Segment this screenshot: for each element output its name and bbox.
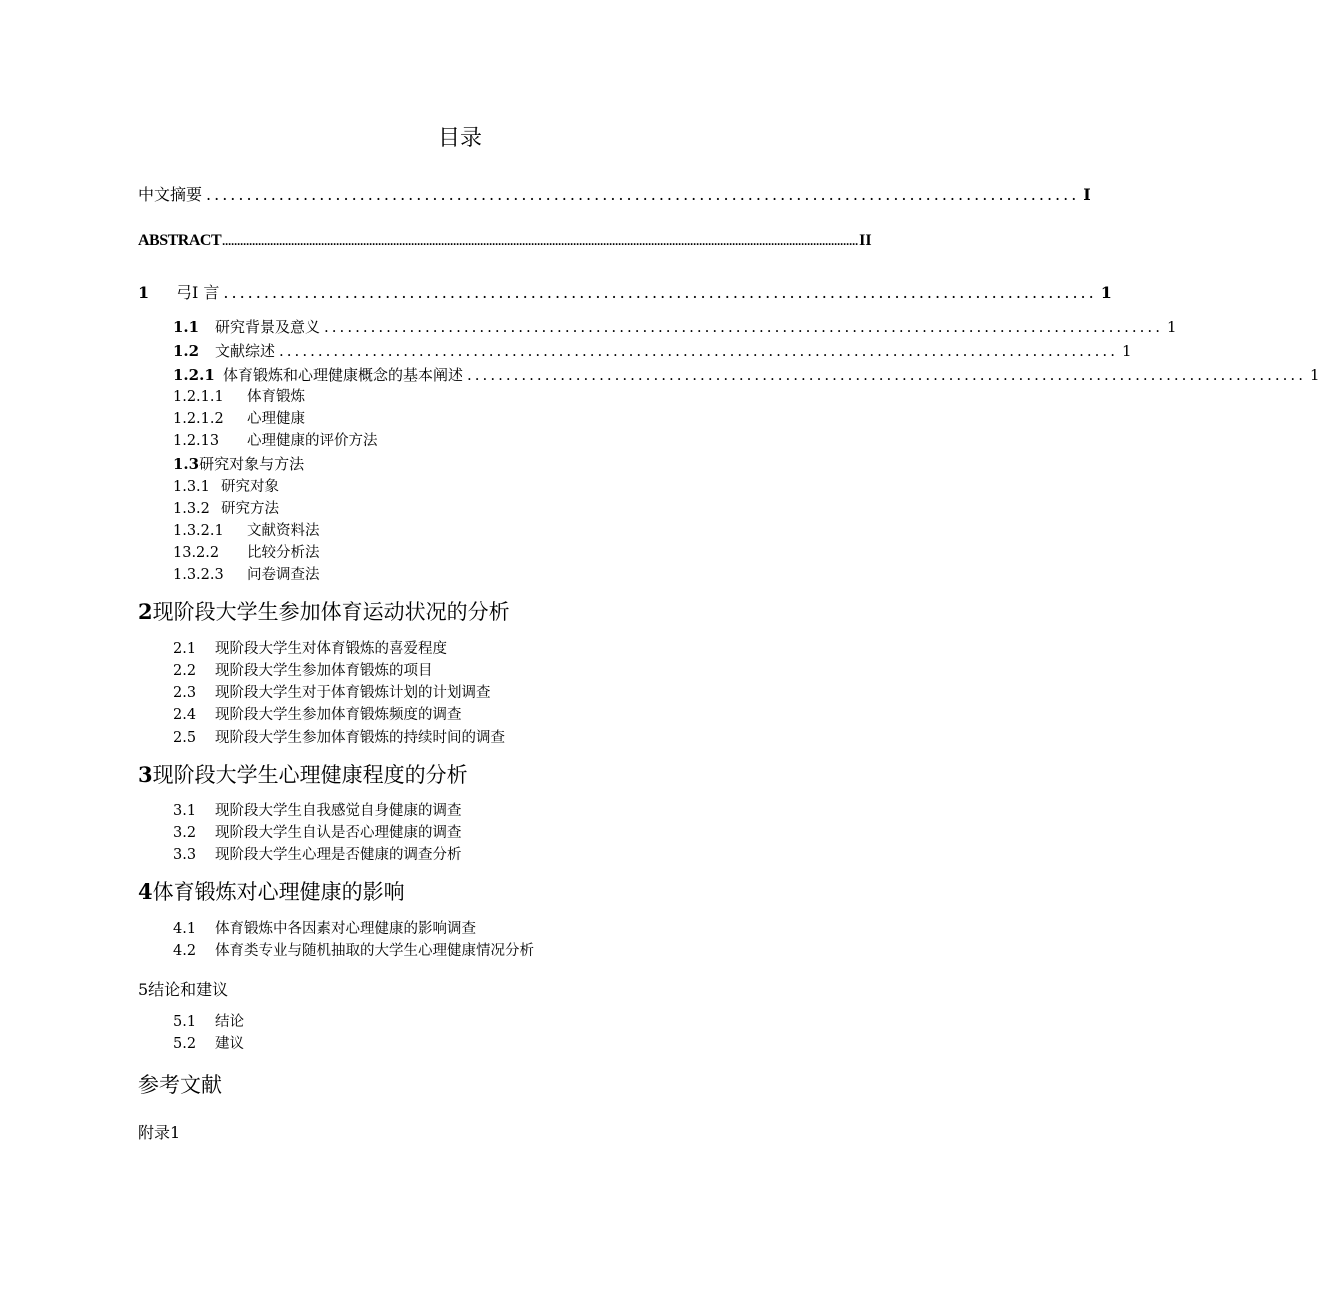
toc-section-2-5[interactable] xyxy=(173,727,505,749)
toc-entry-abstract[interactable] xyxy=(138,229,872,253)
toc-appendix-label: 附录1 xyxy=(138,1123,181,1142)
dot-leader: ............................................................................................................ xyxy=(467,366,1306,384)
toc-subsection-1-3-2[interactable] xyxy=(173,498,279,520)
toc-subsection-label: 体育锻炼 xyxy=(247,389,305,405)
toc-entry-label: ABSTRACT xyxy=(138,232,222,249)
toc-subsection-label: 心理健康 xyxy=(247,411,305,427)
toc-section-label: 研究背景及意义 xyxy=(215,318,321,336)
toc-section-label: 现阶段大学生对体育锻炼的喜爱程度 xyxy=(215,641,447,657)
toc-references-label: 参考文献 xyxy=(138,1073,222,1097)
toc-section-number: 3.1 xyxy=(173,803,197,819)
toc-chapter-label: 现阶段大学生参加体育运动状况的分析 xyxy=(152,600,510,624)
toc-title: 目录 xyxy=(437,126,482,151)
toc-section-number: 4.2 xyxy=(173,943,197,959)
toc-entry-chinese-abstract[interactable] xyxy=(138,183,1091,207)
toc-entry-label: 中文摘要 xyxy=(138,185,203,204)
toc-section-number: 2.5 xyxy=(173,730,197,746)
toc-subsection-label: 研究对象 xyxy=(221,479,279,495)
toc-chapter-2[interactable] xyxy=(138,598,510,626)
toc-subsection-1-3-1[interactable] xyxy=(173,476,279,498)
toc-section-number: 5.1 xyxy=(173,1014,197,1030)
toc-subsection-1-2-1-2[interactable] xyxy=(173,408,305,430)
toc-section-label: 现阶段大学生参加体育锻炼频度的调查 xyxy=(215,707,462,723)
toc-section-label: 体育锻炼中各因素对心理健康的影响调查 xyxy=(215,921,476,937)
toc-chapter-4[interactable] xyxy=(138,878,405,906)
toc-chapter-number: 3 xyxy=(138,762,153,787)
toc-chapter-label: 现阶段大学生心理健康程度的分析 xyxy=(152,763,468,787)
toc-entry-page: 1 xyxy=(1121,342,1132,360)
toc-section-4-2[interactable] xyxy=(173,940,534,962)
toc-appendix[interactable] xyxy=(138,1121,180,1145)
toc-subsection-label: 比较分析法 xyxy=(247,545,320,561)
dot-leader: ............................................................................................................ xyxy=(324,318,1163,336)
toc-section-3-2[interactable] xyxy=(173,822,462,844)
toc-section-number: 1.2 xyxy=(173,342,200,360)
toc-section-number: 1.3 xyxy=(173,455,200,473)
toc-entry-page: I xyxy=(1083,185,1091,204)
toc-section-number: 2.4 xyxy=(173,707,197,723)
toc-subsection-number: 1.2.1.1 xyxy=(173,389,224,405)
toc-section-label: 结论 xyxy=(215,1014,244,1030)
toc-chapter-label: 弓I 言 xyxy=(176,283,220,302)
toc-entry-page: II xyxy=(859,232,872,249)
toc-section-1-1[interactable] xyxy=(173,316,1177,338)
toc-section-label: 建议 xyxy=(215,1036,244,1052)
toc-section-3-1[interactable] xyxy=(173,800,462,822)
toc-section-1-2-1[interactable] xyxy=(173,364,1320,386)
toc-section-4-1[interactable] xyxy=(173,918,476,940)
toc-subsection-label: 研究方法 xyxy=(221,501,279,517)
toc-section-label: 体育类专业与随机抽取的大学生心理健康情况分析 xyxy=(215,943,534,959)
toc-section-2-1[interactable] xyxy=(173,638,447,660)
toc-section-label: 现阶段大学生参加体育锻炼的持续时间的调查 xyxy=(215,730,505,746)
toc-section-number: 4.1 xyxy=(173,921,197,937)
toc-section-5-1[interactable] xyxy=(173,1011,244,1033)
toc-entry-page: 1 xyxy=(1100,283,1112,302)
toc-section-number: 2.3 xyxy=(173,685,197,701)
toc-chapter-label: 5结论和建议 xyxy=(138,980,229,999)
toc-section-1-3[interactable] xyxy=(173,453,304,475)
toc-entry-page: 1 xyxy=(1166,318,1177,336)
toc-section-label: 研究对象与方法 xyxy=(199,455,305,473)
toc-section-3-3[interactable] xyxy=(173,844,462,866)
toc-subsection-label: 心理健康的评价方法 xyxy=(247,433,378,449)
toc-subsection-1-3-2-1[interactable] xyxy=(173,520,320,542)
toc-section-1-2[interactable] xyxy=(173,340,1132,362)
toc-subsection-number: 1.3.1 xyxy=(173,479,210,495)
toc-subsection-label: 文献资料法 xyxy=(247,523,320,539)
toc-subsection-number: 1.2.1.2 xyxy=(173,411,224,427)
toc-chapter-1[interactable] xyxy=(138,281,1112,305)
toc-section-label: 文献综述 xyxy=(215,342,276,360)
toc-section-2-4[interactable] xyxy=(173,704,462,726)
dot-leader: .................................................................................................................................................................................................................... xyxy=(222,234,859,248)
toc-chapter-number: 4 xyxy=(138,879,153,904)
toc-subsection-number: 1.3.2.3 xyxy=(173,567,224,583)
dot-leader: ............................................................................................................ xyxy=(279,342,1118,360)
toc-section-number: 3.2 xyxy=(173,825,197,841)
toc-chapter-label: 体育锻炼对心理健康的影响 xyxy=(152,880,405,904)
toc-section-label: 现阶段大学生自我感觉自身健康的调查 xyxy=(215,803,462,819)
toc-chapter-5[interactable] xyxy=(138,978,228,1002)
toc-subsection-1-2-1-1[interactable] xyxy=(173,386,305,408)
toc-subsection-1-2-1-3[interactable] xyxy=(173,430,378,452)
toc-references[interactable] xyxy=(138,1071,222,1099)
toc-subsection-1-3-2-3[interactable] xyxy=(173,564,320,586)
toc-section-label: 现阶段大学生心理是否健康的调查分析 xyxy=(215,847,462,863)
toc-chapter-number: 1 xyxy=(138,283,150,302)
dot-leader: ............................................................................................................ xyxy=(206,185,1080,204)
toc-section-label: 现阶段大学生参加体育锻炼的项目 xyxy=(215,663,433,679)
toc-section-number: 2.1 xyxy=(173,641,197,657)
toc-section-label: 现阶段大学生自认是否心理健康的调查 xyxy=(215,825,462,841)
toc-chapter-number: 2 xyxy=(138,599,153,624)
toc-section-2-2[interactable] xyxy=(173,660,433,682)
toc-section-number: 5.2 xyxy=(173,1036,197,1052)
toc-subsection-number: 1.3.2.1 xyxy=(173,523,224,539)
toc-subsection-number: 13.2.2 xyxy=(173,545,220,561)
toc-section-number: 3.3 xyxy=(173,847,197,863)
dot-leader: ............................................................................................................ xyxy=(223,283,1097,302)
toc-section-number: 1.1 xyxy=(173,318,200,336)
toc-entry-page: 1 xyxy=(1309,366,1320,384)
toc-section-number: 2.2 xyxy=(173,663,197,679)
toc-section-number: 1.2.1 xyxy=(173,366,215,384)
toc-subsection-number: 1.3.2 xyxy=(173,501,210,517)
toc-section-5-2[interactable] xyxy=(173,1033,244,1055)
toc-section-2-3[interactable] xyxy=(173,682,491,704)
toc-section-label: 体育锻炼和心理健康概念的基本阐述 xyxy=(223,366,464,384)
toc-subsection-1-3-2-2[interactable] xyxy=(173,542,320,564)
toc-subsection-number: 1.2.13 xyxy=(173,433,220,449)
toc-chapter-3[interactable] xyxy=(138,761,468,789)
toc-section-label: 现阶段大学生对于体育锻炼计划的计划调查 xyxy=(215,685,491,701)
toc-subsection-label: 问卷调查法 xyxy=(247,567,320,583)
